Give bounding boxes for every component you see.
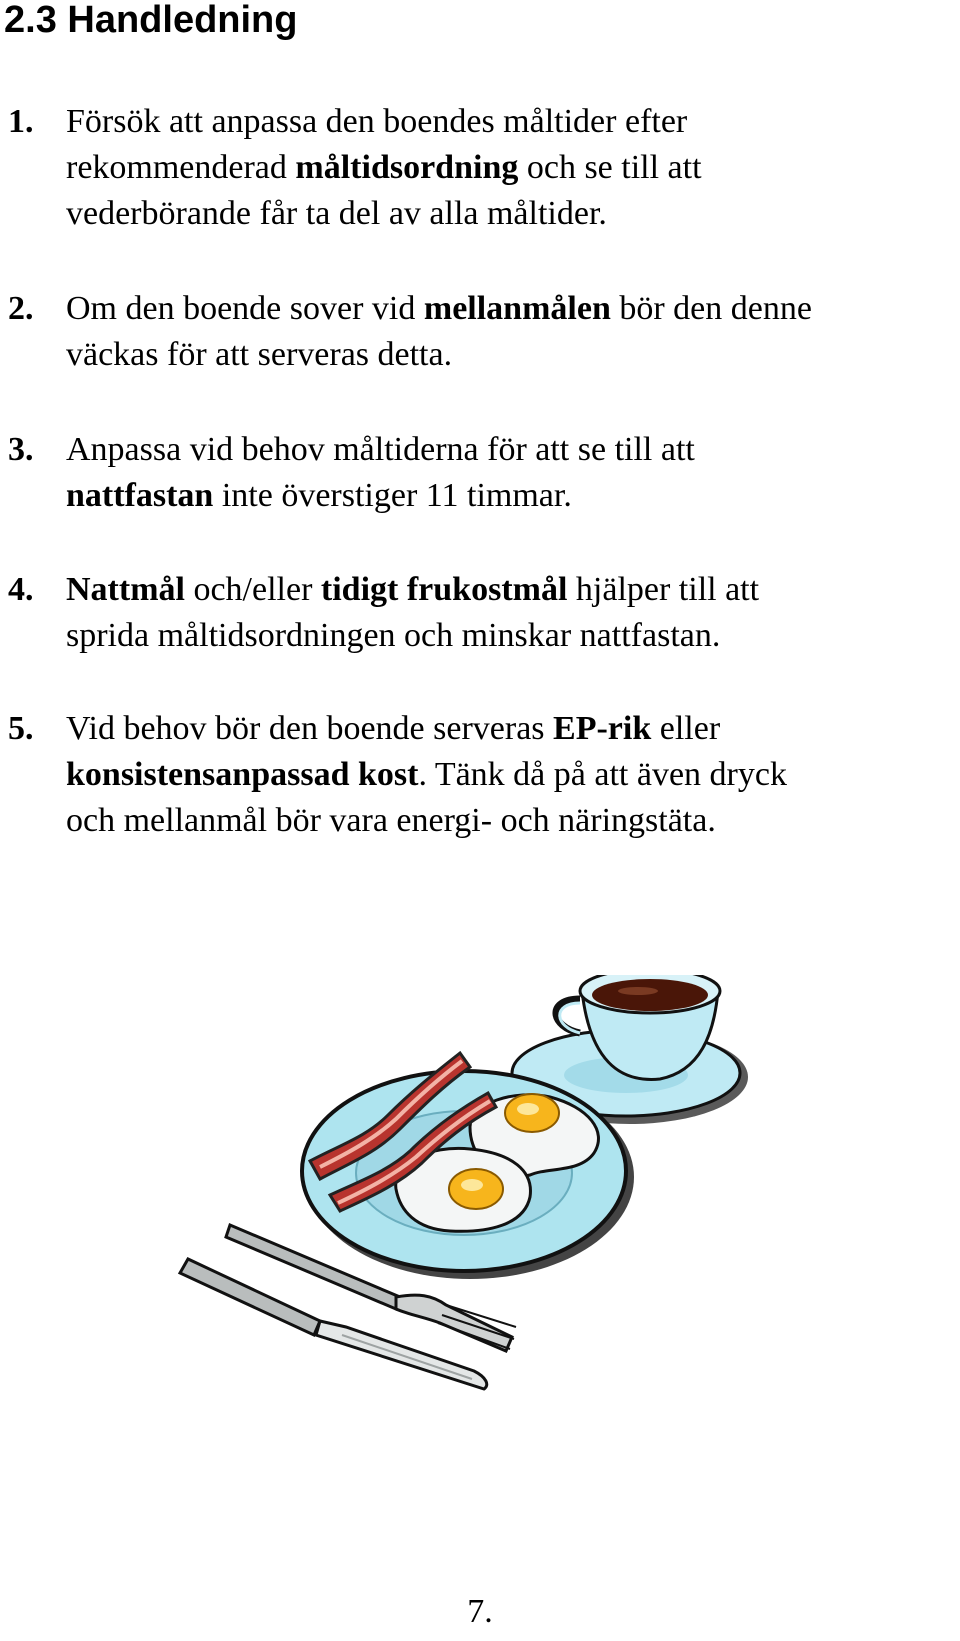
- emphasis-term: nattfastan: [66, 477, 214, 514]
- item-number: 1.: [8, 103, 34, 140]
- emphasis-term: konsistensanpassad kost: [66, 756, 419, 793]
- item-number: 5.: [8, 710, 34, 747]
- emphasis-term: tidigt frukostmål: [320, 571, 568, 608]
- item-line: Om den boende sover vid mellanmålen bör den denne: [66, 290, 812, 327]
- emphasis-term: Nattmål: [66, 571, 185, 608]
- item-number: 2.: [8, 290, 34, 327]
- item-line: Anpassa vid behov måltiderna för att se till att: [66, 431, 695, 468]
- item-line: Vid behov bör den boende serveras EP-rik eller: [66, 710, 721, 747]
- emphasis-term: EP-rik: [553, 710, 652, 747]
- item-line: väckas för att serveras detta.: [66, 336, 453, 373]
- emphasis-term: mellanmålen: [423, 290, 611, 327]
- item-line: Nattmål och/eller tidigt frukostmål hjälper till att: [66, 571, 760, 608]
- item-line: Försök att anpassa den boendes måltider efter: [66, 103, 688, 140]
- emphasis-term: måltidsordning: [295, 149, 519, 186]
- item-line: och mellanmål bör vara energi- och näringstäta.: [66, 802, 716, 839]
- section-heading: 2.3 Handledning: [4, 0, 298, 41]
- item-number: 3.: [8, 431, 34, 468]
- item-number: 4.: [8, 571, 34, 608]
- item-line: vederbörande får ta del av alla måltider.: [66, 195, 607, 232]
- item-line: sprida måltidsordningen och minskar nattfastan.: [66, 617, 721, 654]
- item-line: konsistensanpassad kost. Tänk då på att även dryck: [66, 756, 787, 793]
- page-number: 7.: [467, 1593, 493, 1630]
- breakfast-clipart-icon: [170, 975, 790, 1460]
- item-line: rekommenderad måltidsordning och se till att: [66, 149, 702, 186]
- item-line: nattfastan inte överstiger 11 timmar.: [66, 477, 572, 514]
